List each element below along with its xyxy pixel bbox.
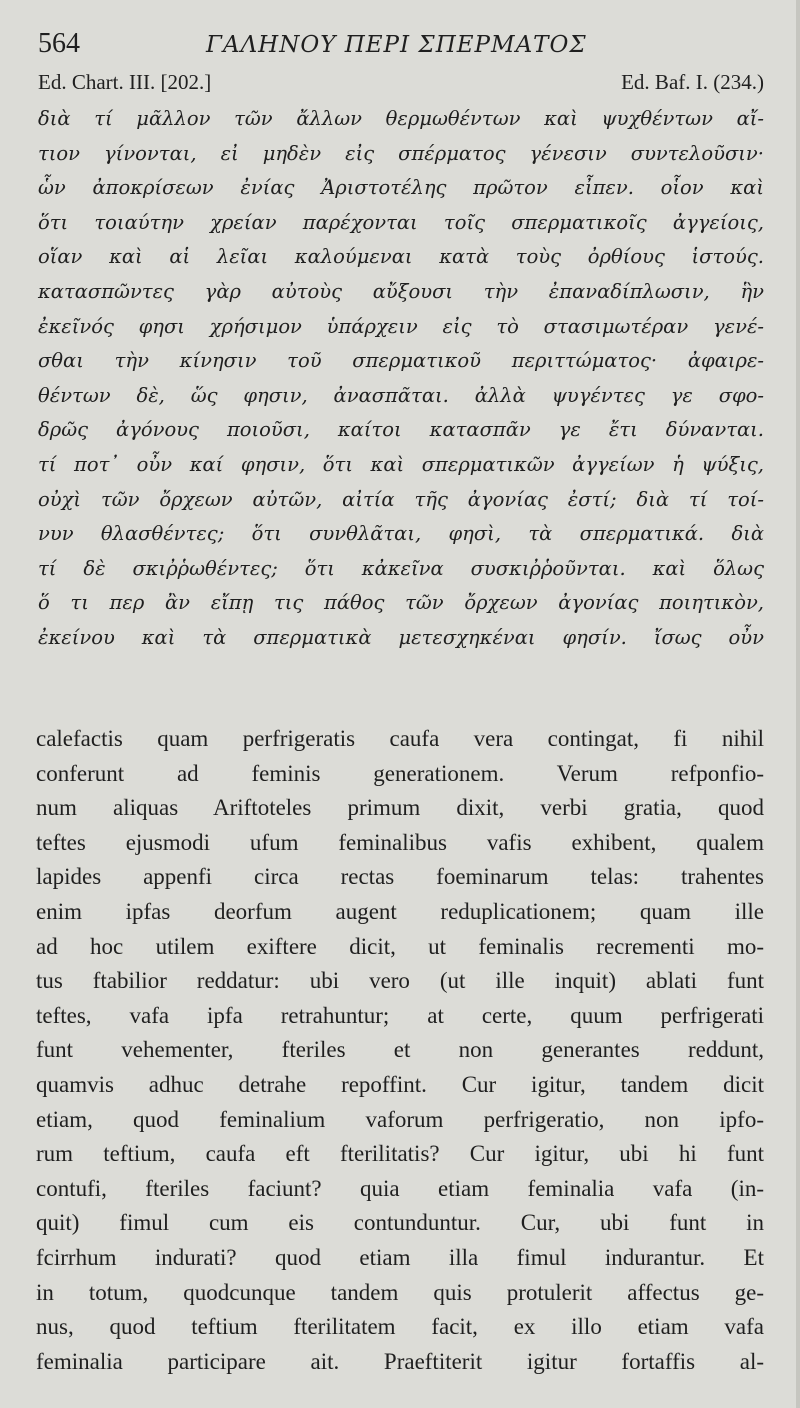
latin-text-line: feminalia participare ait. Praeftiterit igitur fortaffis al- — [36, 1348, 764, 1374]
greek-text-line: ὧν ἀποκρίσεων ἐνίας Ἀριστοτέλης πρῶτον εἶπεν. οἷον καὶ — [38, 176, 764, 200]
latin-text-line: teftes ejusmodi ufum feminalibus vafis exhibent, qualem — [36, 829, 764, 855]
latin-text-line: enim ipfas deorfum augent reduplicationem; quam ille — [36, 898, 764, 924]
greek-text-line: σθαι τὴν κίνησιν τοῦ σπερματικοῦ περιττώματος· ἀφαιρε- — [38, 349, 764, 373]
latin-text-line: rum teftium, caufa eft fterilitatis? Cur igitur, ubi hi funt — [36, 1141, 764, 1167]
greek-text-line: θέντων δὲ, ὥς φησιν, ἀνασπᾶται. ἀλλὰ ψυγέντες γε σφο- — [38, 383, 764, 407]
edition-references — [0, 70, 800, 98]
latin-text-line: tus ftabilior reddatur: ubi vero (ut ille inquit) ablati funt — [36, 968, 764, 994]
latin-text-line: ad hoc utilem exiftere dicit, ut feminalis recrementi mo- — [36, 933, 764, 959]
greek-text-line: διὰ τί μᾶλλον τῶν ἄλλων θερμωθέντων καὶ ψυχθέντων αἴ- — [38, 107, 764, 130]
latin-text-line: teftes, vafa ipfa retrahuntur; at certe, quum perfrigerati — [36, 1002, 764, 1028]
greek-text-line: τιον γίνονται, εἰ μηδὲν εἰς σπέρματος γένεσιν συντελοῦσιν· — [38, 141, 764, 165]
greek-text-line: ἐκείνου καὶ τὰ σπερματικὰ μετεσχηκέναι φησίν. ἴσως οὖν — [38, 625, 764, 649]
running-title: ΓΑΛΗΝΟΥ ΠΕΡΙ ΣΠΕΡΜΑΤΟΣ — [206, 32, 587, 58]
latin-text-line: conferunt ad feminis generationem. Verum refponfio- — [36, 760, 764, 786]
greek-text-line: οἵαν καὶ αἱ λεῖαι καλούμεναι κατὰ τοὺς ὀρθίους ἱστούς. — [38, 245, 764, 269]
greek-text-line: ὅτι τοιαύτην χρείαν παρέχονται τοῖς σπερματικοῖς ἀγγείοις, — [38, 210, 764, 234]
latin-text-line: num aliquas Ariftoteles primum dixit, verbi gratia, quod — [36, 795, 764, 821]
greek-text-line: ἐκεῖνός φησι χρήσιμον ὑπάρχειν εἰς τὸ στασιμωτέραν γενέ- — [38, 314, 764, 338]
greek-text-line: κατασπῶντες γὰρ αὐτοὺς αὔξουσι τὴν ἐπαναδίπλωσιν, ἣν — [38, 279, 764, 303]
latin-text-line: quit) fimul cum eis contunduntur. Cur, ubi funt in — [36, 1210, 764, 1236]
latin-text-line: funt vehementer, fteriles et non generantes reddunt, — [36, 1037, 764, 1063]
edition-reference-left: Ed. Chart. III. [202.] — [38, 70, 212, 94]
latin-text-block — [36, 722, 764, 1379]
page-header — [0, 28, 800, 62]
latin-text-line: lapides appenfi circa rectas foeminarum telas: trahentes — [36, 864, 764, 890]
latin-text-line: etiam, quod feminalium vaforum perfrigeratio, non ipfo- — [36, 1106, 764, 1132]
latin-text-line: nus, quod teftium fterilitatem facit, ex illo etiam vafa — [36, 1314, 764, 1340]
edition-reference-right: Ed. Baf. I. (234.) — [621, 70, 764, 94]
greek-text-block — [38, 102, 764, 656]
greek-text-line: τί ποτ᾽ οὖν καί φησιν, ὅτι καὶ σπερματικῶν ἀγγείων ἡ ψύξις, — [38, 452, 764, 476]
greek-text-line: δρῶς ἀγόνους ποιοῦσι, καίτοι κατασπᾶν γε ἔτι δύνανται. — [38, 418, 764, 442]
latin-text-line: calefactis quam perfrigeratis caufa vera contingat, fi nihil — [36, 726, 764, 751]
latin-text-line: in totum, quodcunque tandem quis protulerit affectus ge- — [36, 1279, 764, 1305]
page-number: 564 — [38, 28, 80, 59]
greek-text-line: οὐχὶ τῶν ὄρχεων αὐτῶν, αἰτία τῆς ἀγονίας ἐστί; διὰ τί τοί- — [38, 487, 764, 511]
latin-text-line: contufi, fteriles faciunt? quia etiam feminalia vafa (in- — [36, 1175, 764, 1201]
latin-text-line: fcirrhum indurati? quod etiam illa fimul indurantur. Et — [36, 1244, 764, 1270]
latin-text-line: quamvis adhuc detrahe repoffint. Cur igitur, tandem dicit — [36, 1071, 764, 1097]
greek-text-line: τί δὲ σκιῤῥωθέντες; ὅτι κἀκεῖνα συσκιῤῥοῦνται. καὶ ὅλως — [38, 556, 764, 580]
page-edge-shadow — [796, 0, 800, 1408]
greek-text-line: ὅ τι περ ἂν εἴπῃ τις πάθος τῶν ὄρχεων ἀγονίας ποιητικὸν, — [38, 591, 764, 615]
greek-text-line: νυν θλασθέντες; ὅτι συνθλᾶται, φησὶ, τὰ σπερματικά. διὰ — [38, 522, 764, 546]
